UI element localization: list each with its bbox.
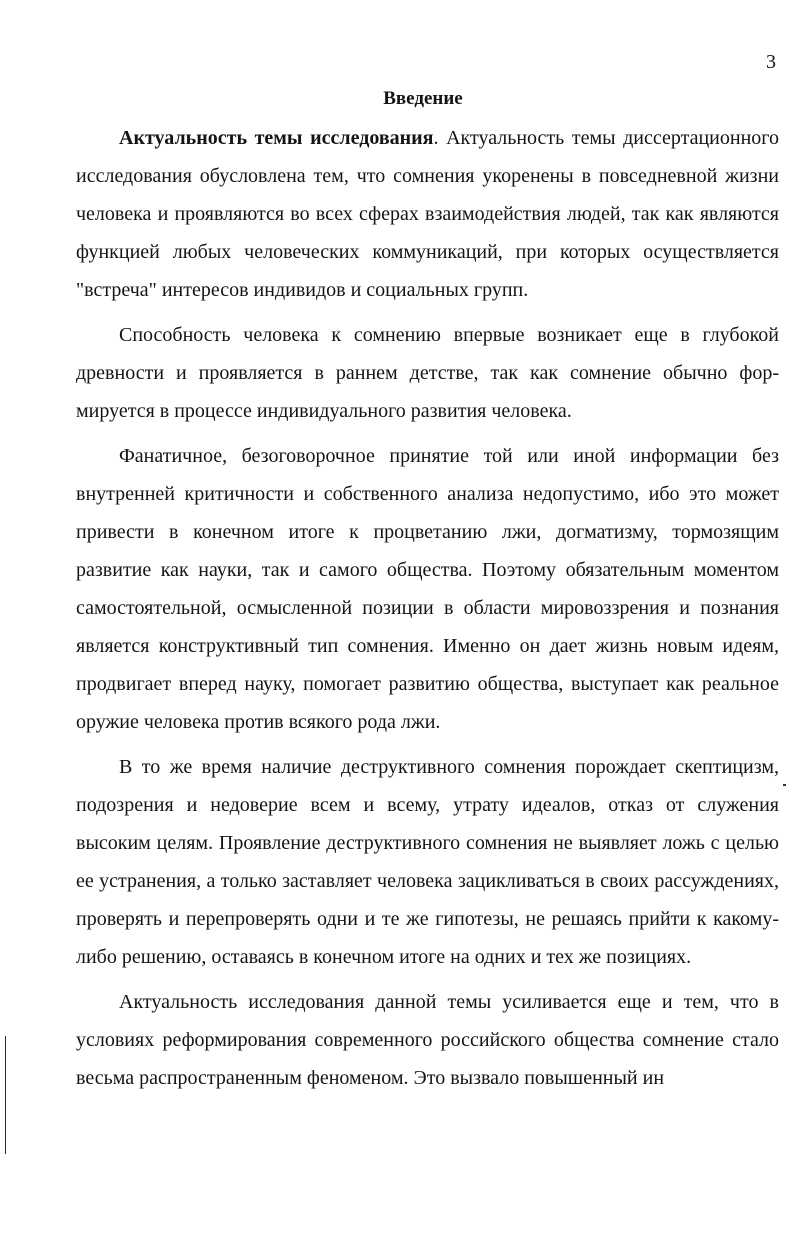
paragraph-destructive-doubt: В то же время наличие деструктивного сомнения порождает скептицизм, подозрения и недоверие всем и всему, утрату идеалов, отказ от служения высоким целям. Проявление деструктивного сомнения не выявляет ложь с целью ее устранения, а только заставляет человека зацикливаться в своих рассуждениях, проверять и перепроверять одни и те же гипотезы, не решаясь прийти к какому-либо решению, оставаясь в конечном итоге на одних и тех же позициях. bbox=[76, 756, 779, 968]
section-heading: Введение bbox=[383, 88, 463, 109]
paragraph-reform: Актуальность исследования данной темы усиливается еще и тем, что в условиях реформирования современного российского общества сомнение стало весьма распространенным феноменом. Это вызвало повышенный ин bbox=[76, 991, 779, 1089]
paragraph-lead: Актуальность темы исследования bbox=[119, 127, 434, 149]
body-text bbox=[76, 119, 779, 1104]
scan-tick-mark bbox=[783, 784, 786, 786]
page-number: 3 bbox=[766, 51, 776, 73]
paragraph-ability: Способность человека к сомнению впервые возникает еще в глубокой древности и проявляется в раннем детстве, так как сомнение обычно формируется в процессе индивидуального развития человека. bbox=[76, 324, 779, 422]
paragraph-text: . Актуальность темы диссертационного исследования обусловлена тем, что сомнения укоренены в повседневной жизни человека и проявляются во всех сферах взаимодействия людей, так как являются функцией любых человеческих коммуникаций, при которых осуществляется "встреча" интересов индивидов и социальных групп. bbox=[76, 127, 779, 301]
scan-edge-mark bbox=[5, 1036, 6, 1154]
paragraph-relevance bbox=[76, 119, 779, 309]
paragraph-fanaticism: Фанатичное, безоговорочное принятие той или иной информации без внутренней критичности и собственного анализа недопустимо, ибо это может привести в конечном итоге к процветанию лжи, догматизму, тормозящим развитие как науки, так и самого общества. Поэтому обязательным моментом самостоятельной, осмысленной позиции в области мировоззрения и познания является конструктивный тип сомнения. Именно он дает жизнь новым идеям, продвигает вперед науку, помогает развитию общества, выступает как реальное оружие человека против всякого рода лжи. bbox=[76, 445, 779, 733]
